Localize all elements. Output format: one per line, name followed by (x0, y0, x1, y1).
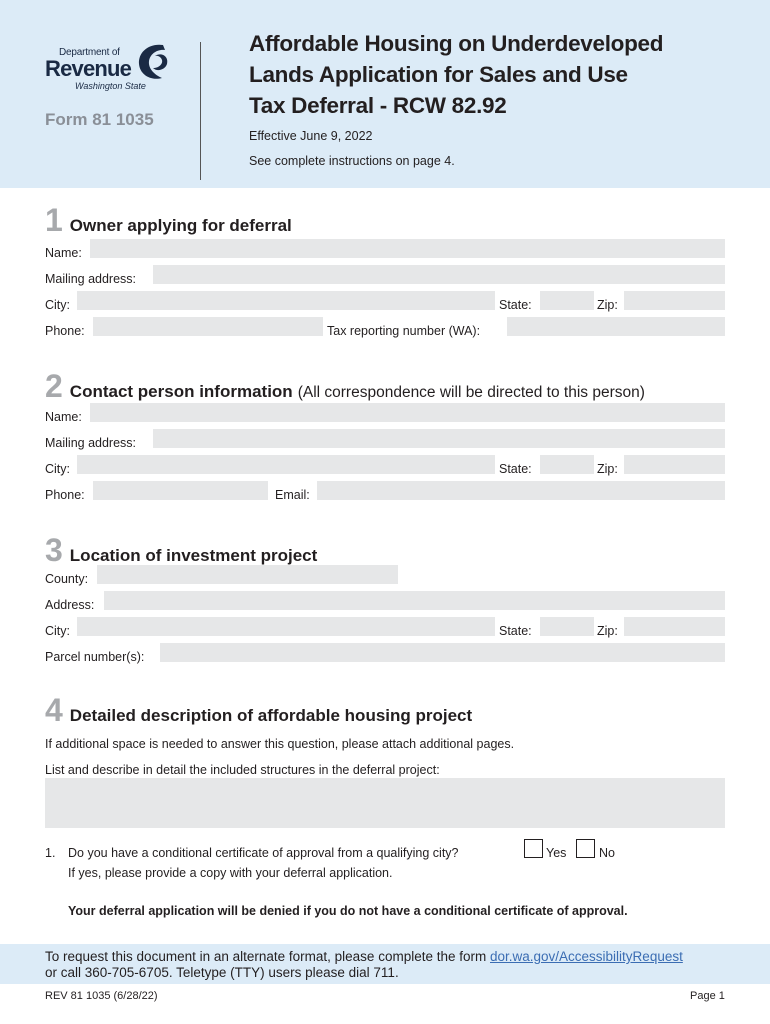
project-county-field[interactable] (97, 565, 398, 584)
logo-swoosh-icon (135, 42, 171, 82)
project-address-label: Address: (45, 598, 95, 612)
section-3-number: 3 (45, 532, 63, 568)
project-county-label: County: (45, 572, 89, 586)
section-4-heading (45, 693, 472, 727)
owner-name-field[interactable] (90, 239, 725, 258)
owner-tax-label: Tax reporting number (WA): (327, 324, 481, 338)
project-address-field[interactable] (104, 591, 725, 610)
extra-space-note: If additional space is needed to answer this question, please attach additional pages. (45, 737, 515, 751)
contact-phone-field[interactable] (93, 481, 268, 500)
effective-date: Effective June 9, 2022 (249, 129, 373, 143)
logo-name-text: Revenue (45, 56, 132, 81)
tty-notice: or call 360-705-6705. Teletype (TTY) users please dial 711. (45, 965, 399, 980)
contact-name-label: Name: (45, 410, 82, 424)
structures-description-field[interactable] (45, 778, 725, 828)
owner-zip-field[interactable] (624, 291, 725, 310)
contact-city-label: City: (45, 462, 70, 476)
owner-state-field[interactable] (540, 291, 594, 310)
contact-name-field[interactable] (90, 403, 725, 422)
contact-email-field[interactable] (317, 481, 725, 500)
owner-phone-field[interactable] (93, 317, 323, 336)
owner-city-label: City: (45, 298, 70, 312)
contact-state-field[interactable] (540, 455, 594, 474)
title-line-1: Affordable Housing on Underdeveloped (249, 31, 664, 56)
owner-mailing-field[interactable] (153, 265, 725, 284)
owner-tax-field[interactable] (507, 317, 725, 336)
contact-phone-label: Phone: (45, 488, 85, 502)
contact-state-label: State: (499, 462, 532, 476)
section-1-heading (45, 203, 292, 237)
contact-zip-field[interactable] (624, 455, 725, 474)
project-state-field[interactable] (540, 617, 594, 636)
contact-mailing-label: Mailing address: (45, 436, 137, 450)
instructions-note: See complete instructions on page 4. (249, 154, 455, 168)
header-divider (200, 42, 201, 180)
q1-no-checkbox[interactable] (576, 839, 595, 858)
section-1-number: 1 (45, 202, 63, 238)
project-city-field[interactable] (77, 617, 495, 636)
title-line-2: Lands Application for Sales and Use (249, 62, 628, 87)
q1-yes-label: Yes (546, 846, 567, 860)
project-parcel-field[interactable] (160, 643, 725, 662)
project-city-label: City: (45, 624, 70, 638)
owner-zip-label: Zip: (597, 298, 618, 312)
form-number: Form 81 1035 (45, 110, 154, 129)
page-title (249, 28, 663, 121)
section-2-heading (45, 369, 645, 403)
question-1-text: Do you have a conditional certificate of approval from a qualifying city? (68, 846, 459, 860)
section-2-number: 2 (45, 368, 63, 404)
owner-city-field[interactable] (77, 291, 495, 310)
question-1-number: 1. (45, 846, 56, 860)
page-number: Page 1 (690, 990, 725, 1002)
contact-zip-label: Zip: (597, 462, 618, 476)
section-4-number: 4 (45, 692, 63, 728)
q1-no-label: No (599, 846, 615, 860)
project-state-label: State: (499, 624, 532, 638)
project-parcel-label: Parcel number(s): (45, 650, 145, 664)
project-zip-label: Zip: (597, 624, 618, 638)
project-zip-field[interactable] (624, 617, 725, 636)
contact-email-label: Email: (275, 488, 310, 502)
section-3-heading (45, 533, 317, 567)
denial-warning: Your deferral application will be denied if you do not have a conditional certificate of approval. (68, 904, 628, 918)
accessibility-request-link[interactable]: dor.wa.gov/AccessibilityRequest (490, 949, 683, 964)
logo-dept-text: Department of (59, 47, 120, 58)
section-1-title: Owner applying for deferral (69, 216, 292, 235)
section-4-title: Detailed description of affordable housing project (69, 706, 473, 725)
structures-prompt: List and describe in detail the included structures in the deferral project: (45, 763, 440, 777)
section-2-title-text: Contact person information (69, 382, 293, 401)
owner-state-label: State: (499, 298, 532, 312)
dor-logo (45, 42, 175, 94)
section-2-note: (All correspondence will be directed to this person) (297, 384, 645, 401)
owner-mailing-label: Mailing address: (45, 272, 137, 286)
question-1-subtext: If yes, please provide a copy with your deferral application. (68, 866, 393, 880)
contact-city-field[interactable] (77, 455, 495, 474)
owner-name-label: Name: (45, 246, 82, 260)
title-line-3: Tax Deferral - RCW 82.92 (249, 93, 507, 118)
section-3-title: Location of investment project (69, 546, 318, 565)
q1-yes-checkbox[interactable] (524, 839, 543, 858)
owner-phone-label: Phone: (45, 324, 85, 338)
alt-format-text: To request this document in an alternate format, please complete the form (45, 949, 490, 964)
revision-code: REV 81 1035 (6/28/22) (45, 990, 158, 1002)
alt-format-notice (45, 949, 683, 964)
contact-mailing-field[interactable] (153, 429, 725, 448)
logo-state-text: Washington State (75, 81, 146, 91)
